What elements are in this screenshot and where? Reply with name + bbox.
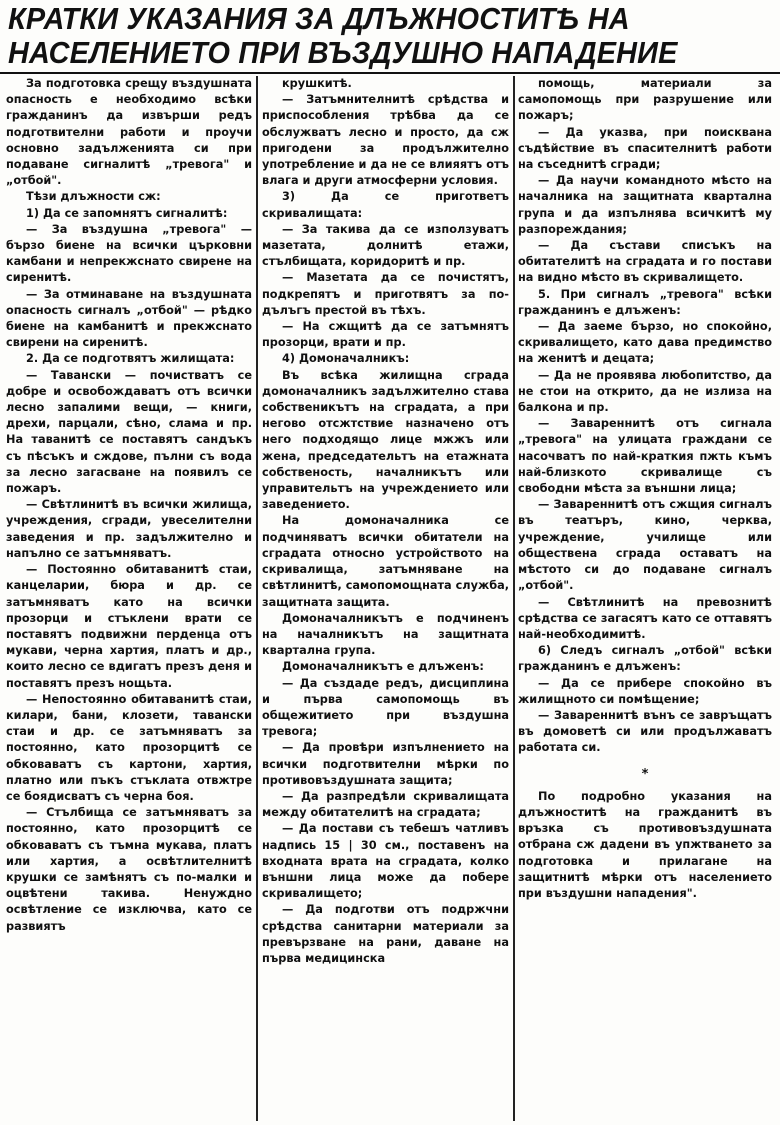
paragraph: — За отминаване на въздушната опасность сигналъ „отбой" — рѣдко биене на камбанитѣ и прекжснато свирени на сиренитѣ. xyxy=(6,287,252,350)
paragraph: — Завареннитѣ вънъ се завръщатъ въ домоветѣ си или продължаватъ работата си. xyxy=(518,708,772,755)
column-1 xyxy=(6,76,252,1121)
paragraph: — Завареннитѣ отъ сжщия сигналъ въ театъръ, кино, черква, учреждение, училище или обществена сграда оставатъ на мѣстото си до подаване сигналъ „отбой". xyxy=(518,498,772,593)
headline-line-1: КРАТКИ УКАЗАНИЯ ЗА ДЛЪЖНОСТИТѢ НА xyxy=(8,1,630,36)
paragraph: — Мазетата да се почистятъ, подкрепятъ и приготвятъ за по-дълъгъ престой въ тѣхъ. xyxy=(262,271,509,317)
paragraph: Домоначалникътъ е длъженъ: xyxy=(282,660,484,674)
headline-rule xyxy=(0,72,780,74)
paragraph: Домоначалникътъ е подчиненъ на началникътъ на защитната квартална група. xyxy=(262,611,509,658)
paragraph: — Завареннитѣ отъ сигнала „тревога" на улицата граждани се насочватъ по най-краткия пжть къмъ най-близкото скривалище съ свободни мѣста за външни лица; xyxy=(518,417,772,496)
column-divider xyxy=(256,76,258,1121)
paragraph: За подготовка срещу въздушната опасность е необходимо всѣки гражданинъ да извърши редъ подготвителни работи и проучи основно задълженията си при подаване сигналитѣ „тревога" и „отбой". xyxy=(6,77,252,188)
paragraph: — Да постави съ тебешъ чатливъ надпись 15 | 30 см., поставенъ на входната врата на сградата, колко външни лица може да побере скривалището; xyxy=(262,822,509,901)
paragraph: — Да заеме бързо, но спокойно, скривалището, като дава предимство на женитѣ и децата; xyxy=(518,320,772,366)
paragraph: — Да се прибере спокойно въ жилищното си помѣщение; xyxy=(518,676,772,706)
paragraph: 1) Да се запомнятъ сигналитѣ: xyxy=(26,206,228,220)
paragraph: — Да научи командното мѣсто на началника на защитната квартална група и да изпълнява всичкитѣ му разпореждания; xyxy=(518,174,772,236)
paragraph: — Непостоянно обитаванитѣ стаи, килари, бани, клозети, тавански стаи и др. се затъмняватъ за постоянно, като прозорцитѣ се обковаватъ съ картони, хартия, платно или пъкъ стъклата отвжтре се боядисватъ съ черна боя. xyxy=(6,692,252,803)
paragraph: — На сжщитѣ да се затъмнятъ прозорци, врати и пр. xyxy=(262,320,509,350)
paragraph: 5. При сигналъ „тревога" всѣки гражданинъ е длъженъ: xyxy=(518,287,772,317)
closing-note: По подробно указания на длъжноститѣ на гражданитѣ въ връзка съ противовъздушната отбрана сж дадени въ упжтването за подготовка и прилагане на защитнитѣ мѣрки отъ населението при въздушни нападения". xyxy=(518,789,772,900)
paragraph: — Затъмнителнитѣ срѣдства и приспособления трѣбва да се обслужватъ лесно и просто, да сж пригодени за продължително употребление и да не се влияятъ отъ влага и други атмосферни условия. xyxy=(262,93,509,188)
column-divider xyxy=(513,76,515,1121)
paragraph: — Да подготви отъ подржчни срѣдства санитарни материали за превързване на рани, даване на първа медицинска xyxy=(262,903,509,965)
section-star: * xyxy=(641,766,649,782)
paragraph: — За въздушна „тревога" — бързо биене на всички църковни камбани и непрекжснато свирене на сиренитѣ. xyxy=(6,222,252,285)
paragraph: — За такива да се използуватъ мазетата, долнитѣ етажи, стълбищата, коридоритѣ и пр. xyxy=(262,222,509,269)
paragraph: Въ всѣка жилищна сграда домоначалникъ задължително става собственикътъ на сградата, а при негово отсжтствие назначено отъ него подходящо лице мжжъ или жена, председательтъ на етажната собственость, началникътъ или управительтъ на учреждението или заведението. xyxy=(262,368,509,512)
paragraph: — Свѣтлинитѣ въ всички жилища, учреждения, сгради, увеселителни заведения и пр. задължително и напълно се затъмняватъ. xyxy=(6,498,252,560)
paragraph: — Стълбища се затъмняватъ за постоянно, като прозорцитѣ се обковаватъ съ тъмна мукава, платъ или хартия, а освѣтлителнитѣ крушки се замѣнятъ съ по-малки и оцвѣтени такива. Ненуждно освѣтление се изключва, като се развиятъ xyxy=(6,806,252,933)
paragraph: — Да разпредѣли скривалищата между обитателитѣ на сградата; xyxy=(262,789,509,820)
paragraph: — Да не проявява любопитство, да не стои на открито, да не излиза на балкона и пр. xyxy=(518,368,772,415)
paragraph: — Тавански — почистватъ се добре и освобождаватъ отъ всички лесно запалими вещи, — книги, дрехи, парцали, сѣно, слама и пр. На таванитѣ се поставятъ сандъкъ съ пѣсъкъ и сждове, пълни съ вода за лесно загасване на появилъ се пожаръ. xyxy=(6,368,252,496)
paragraph: 3) Да се пригответъ скривалищата: xyxy=(262,190,509,220)
paragraph: 6) Следъ сигналъ „отбой" всѣки гражданинъ е длъженъ: xyxy=(518,644,772,674)
headline xyxy=(8,2,724,70)
paragraph: — Постоянно обитаванитѣ стаи, канцеларии, бюра и др. се затъмняватъ като на всички прозорци и стъклени врати се поставятъ подвижни перденца отъ мукави, черна хартия, платъ и др., които лесно се вдигатъ презъ деня и поставятъ презъ нощьта. xyxy=(6,563,252,690)
paragraph: — Да създаде редъ, дисциплина и първа самопомощь въ общежитието при въздушна тревога; xyxy=(262,676,509,739)
paragraph: помощь, материали за самопомощь при разрушение или пожаръ; xyxy=(518,77,772,123)
paragraph: На домоначалника се подчиняватъ всички обитатели на сградата относно устройството на скривалища, затъмняване на свѣтлинитѣ, самопомощната служба, защитната защита. xyxy=(262,514,509,609)
paragraph: Тѣзи длъжности сж: xyxy=(26,190,161,204)
paragraph: — Да указва, при поисквана съдѣйствие въ спасителнитѣ работи на съседнитѣ сгради; xyxy=(518,125,772,172)
paragraph: — Свѣтлинитѣ на превознитѣ срѣдства се загасятъ като се оттавятъ най-необходимитѣ. xyxy=(518,595,772,641)
paragraph: 4) Домоначалникъ: xyxy=(282,352,410,366)
paragraph: — Да състави списъкъ на обитателитѣ на сградата и го постави на видно мѣсто въ скривалището. xyxy=(518,239,772,285)
paragraph: крушкитѣ. xyxy=(282,77,352,90)
headline-line-2: НАСЕЛЕНИЕТО ПРИ ВЪЗДУШНО НАПАДЕНИЕ xyxy=(8,35,678,70)
column-3 xyxy=(518,76,772,1121)
column-2 xyxy=(262,76,509,1121)
paragraph: — Да провѣри изпълнението на всички подготвителни мѣрки по противовъздушната защита; xyxy=(262,741,509,787)
paragraph: 2. Да се подготвятъ жилищата: xyxy=(26,352,235,366)
